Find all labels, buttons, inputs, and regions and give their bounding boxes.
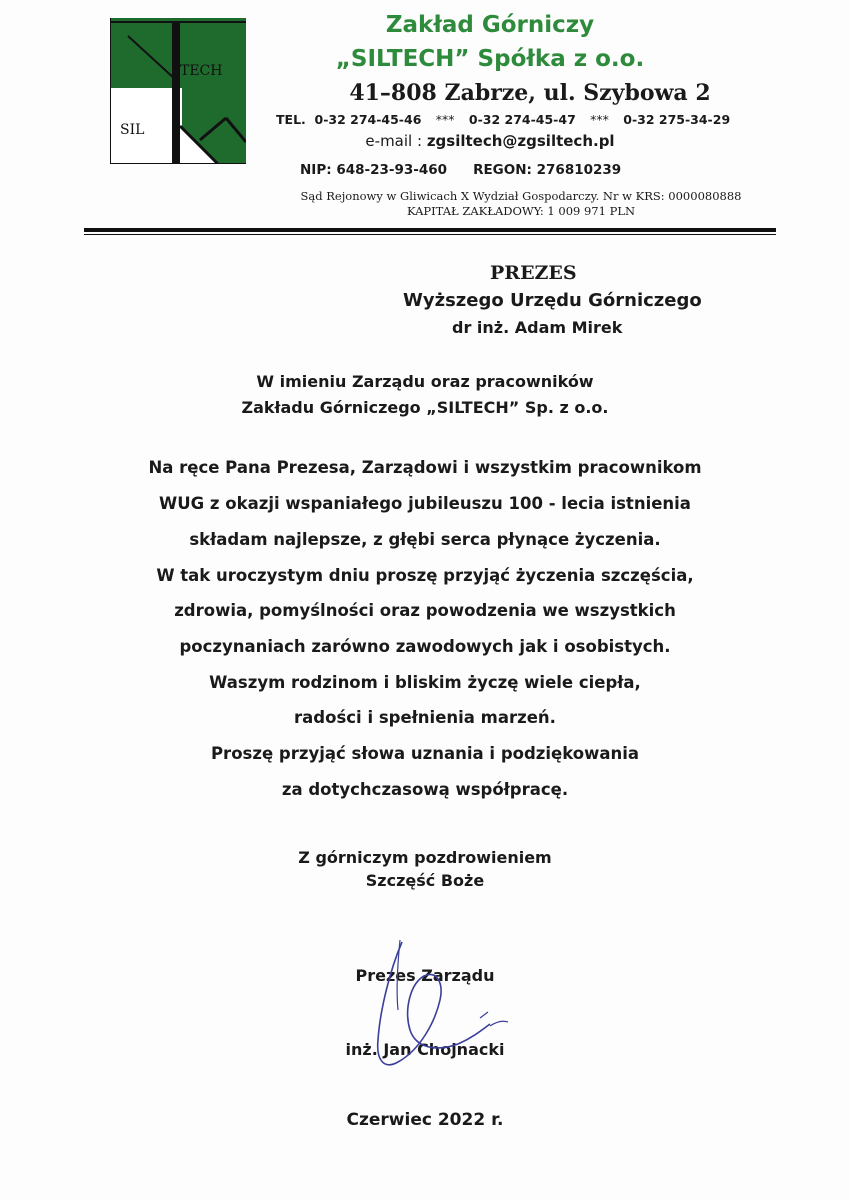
body-line: W tak uroczystym dniu proszę przyjąć życzenia szczęścia, bbox=[156, 566, 694, 585]
intro-line: Zakładu Górniczego „SILTECH” Sp. z o.o. bbox=[241, 398, 609, 417]
regon-number: REGON: 276810239 bbox=[473, 162, 622, 178]
addressee-office: Wyższego Urzędu Górniczego bbox=[403, 290, 702, 311]
company-name: Zakład Górniczy bbox=[385, 12, 595, 38]
body-line: WUG z okazji wspaniałego jubileuszu 100 - lecia istnienia bbox=[159, 494, 691, 513]
tel-label: TEL. bbox=[276, 112, 306, 127]
handwritten-signature bbox=[340, 930, 520, 1080]
phone-separator: *** bbox=[435, 112, 455, 127]
body-line: składam najlepsze, z głębi serca płynące życzenia. bbox=[189, 530, 661, 549]
body-line: zdrowia, pomyślności oraz powodzenia we wszystkich bbox=[174, 601, 676, 620]
share-capital: KAPITAŁ ZAKŁADOWY: 1 009 971 PLN bbox=[406, 204, 636, 218]
tax-ids bbox=[300, 162, 700, 178]
header-divider-thin bbox=[84, 234, 776, 235]
phone-1: 0-32 274-45-46 bbox=[314, 112, 422, 127]
phone-3: 0-32 275-34-29 bbox=[623, 112, 731, 127]
company-address: 41–808 Zabrze, ul. Szybowa 2 bbox=[349, 80, 711, 106]
phone-line bbox=[276, 112, 766, 127]
company-legal-form: „SILTECH” Spółka z o.o. bbox=[335, 46, 645, 72]
email-label: e-mail : bbox=[365, 132, 423, 150]
body-line: za dotychczasową współpracę. bbox=[281, 780, 569, 799]
phone-2: 0-32 274-45-47 bbox=[468, 112, 576, 127]
body-line: poczynaniach zarówno zawodowych jak i osobistych. bbox=[179, 637, 671, 656]
email-address[interactable]: zgsiltech@zgsiltech.pl bbox=[426, 132, 615, 150]
body-line: radości i spełnienia marzeń. bbox=[294, 708, 556, 727]
header-divider bbox=[84, 228, 776, 232]
company-logo bbox=[110, 18, 246, 164]
logo-text-sil: SIL bbox=[120, 122, 145, 138]
court-registration: Sąd Rejonowy w Gliwicach X Wydział Gospodarczy. Nr w KRS: 0000080888 bbox=[300, 189, 742, 203]
body-line: Waszym rodzinom i bliskim życzę wiele ciepła, bbox=[209, 673, 641, 692]
phone-separator: *** bbox=[590, 112, 609, 127]
body-line: Proszę przyjąć słowa uznania i podziękowania bbox=[210, 744, 640, 763]
closing-greeting: Z górniczym pozdrowieniem bbox=[298, 848, 552, 867]
signer-title: Prezes Zarządu bbox=[355, 966, 495, 985]
body-line: Na ręce Pana Prezesa, Zarządowi i wszystkim pracownikom bbox=[148, 458, 702, 477]
letter-date: Czerwiec 2022 r. bbox=[346, 1110, 504, 1130]
intro-line: W imieniu Zarządu oraz pracowników bbox=[256, 372, 594, 391]
email-line bbox=[300, 132, 680, 150]
signer-name: inż. Jan Chojnacki bbox=[345, 1040, 505, 1059]
addressee-title: PREZES bbox=[490, 262, 577, 284]
nip-number: NIP: 648-23-93-460 bbox=[300, 162, 448, 178]
closing-blessing: Szczęść Boże bbox=[365, 871, 485, 890]
addressee-name: dr inż. Adam Mirek bbox=[452, 318, 623, 337]
logo-text-tech: TECH bbox=[180, 63, 223, 79]
